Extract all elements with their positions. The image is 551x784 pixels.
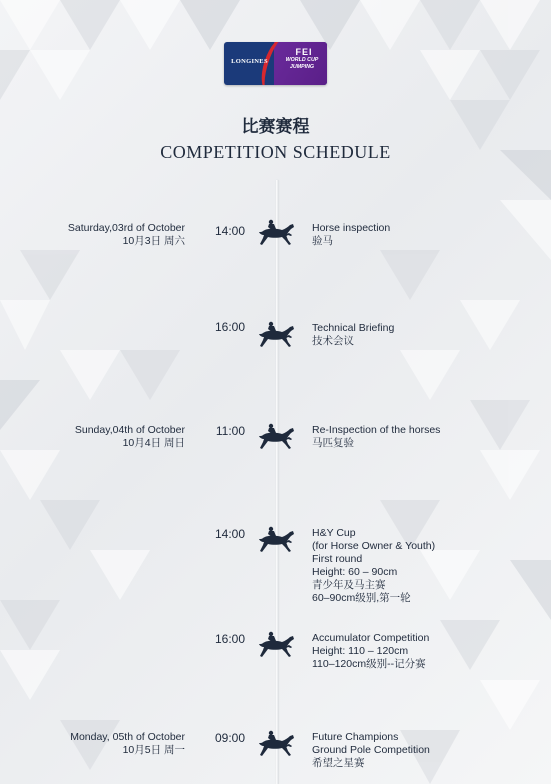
- event-time: 14:00: [214, 527, 245, 541]
- event-description-line: 验马: [312, 235, 333, 247]
- horse-jumping-icon: [258, 320, 296, 350]
- page-title-chinese: 比赛赛程: [241, 117, 310, 136]
- event-description-line: Height: 60 – 90cm: [312, 566, 398, 578]
- event-description-line: 60–90cm级别,第一轮: [312, 592, 411, 604]
- event-date: [30, 424, 185, 450]
- horse-jumping-icon: [258, 525, 296, 555]
- event-date-chinese: 10月4日 周日: [122, 437, 185, 449]
- event-description-line: 马匹复验: [312, 437, 354, 449]
- event-description-line: First round: [312, 553, 363, 565]
- event-description-line: 技术会议: [312, 335, 354, 347]
- event-description-line: H&Y Cup: [312, 527, 356, 539]
- event-description-line: Re-Inspection of the horses: [312, 424, 441, 436]
- page-title-english: COMPETITION SCHEDULE: [160, 142, 391, 162]
- event-description: [312, 527, 532, 605]
- event-time: 14:00: [214, 224, 245, 238]
- event-description-line: Horse inspection: [312, 222, 391, 234]
- logo-event-line1: WORLD CUP: [285, 57, 319, 63]
- event-description-line: (for Horse Owner & Youth): [312, 540, 436, 552]
- event-date-english: Monday, 05th of October: [70, 731, 185, 743]
- horse-jumping-icon: [258, 630, 296, 660]
- event-time: 11:00: [215, 424, 245, 438]
- logo-event-line2: JUMPING: [289, 63, 315, 70]
- event-time: 16:00: [214, 632, 245, 646]
- event-description-line: 青少年及马主赛: [312, 579, 386, 591]
- event-description-line: 希望之星赛: [312, 757, 365, 769]
- event-description-line: Accumulator Competition: [312, 632, 430, 644]
- logo-brand-text: LONGINES: [231, 58, 268, 65]
- horse-jumping-icon: [258, 422, 296, 452]
- logo-fei-text: FEI: [295, 47, 313, 57]
- event-description-line: Ground Pole Competition: [312, 744, 430, 756]
- event-date-english: Saturday,03rd of October: [67, 222, 185, 234]
- event-description: [312, 222, 532, 248]
- event-description-line: Future Champions: [312, 731, 399, 743]
- event-description-line: 110–120cm级别--记分赛: [312, 658, 426, 670]
- event-date: [30, 222, 185, 248]
- horse-jumping-icon: [258, 729, 296, 759]
- horse-jumping-icon: [258, 218, 296, 248]
- event-description: [312, 424, 532, 450]
- event-description: [312, 632, 532, 671]
- event-description-line: Technical Briefing: [312, 322, 395, 334]
- event-date: [30, 731, 185, 757]
- event-description: [312, 322, 532, 348]
- event-description-line: Height: 110 – 120cm: [312, 645, 409, 657]
- event-time: 16:00: [214, 320, 245, 334]
- event-date-chinese: 10月5日 周一: [122, 744, 185, 756]
- event-time: 09:00: [214, 731, 245, 745]
- event-description: [312, 731, 532, 770]
- event-date-english: Sunday,04th of October: [74, 424, 185, 436]
- event-date-chinese: 10月3日 周六: [122, 235, 185, 247]
